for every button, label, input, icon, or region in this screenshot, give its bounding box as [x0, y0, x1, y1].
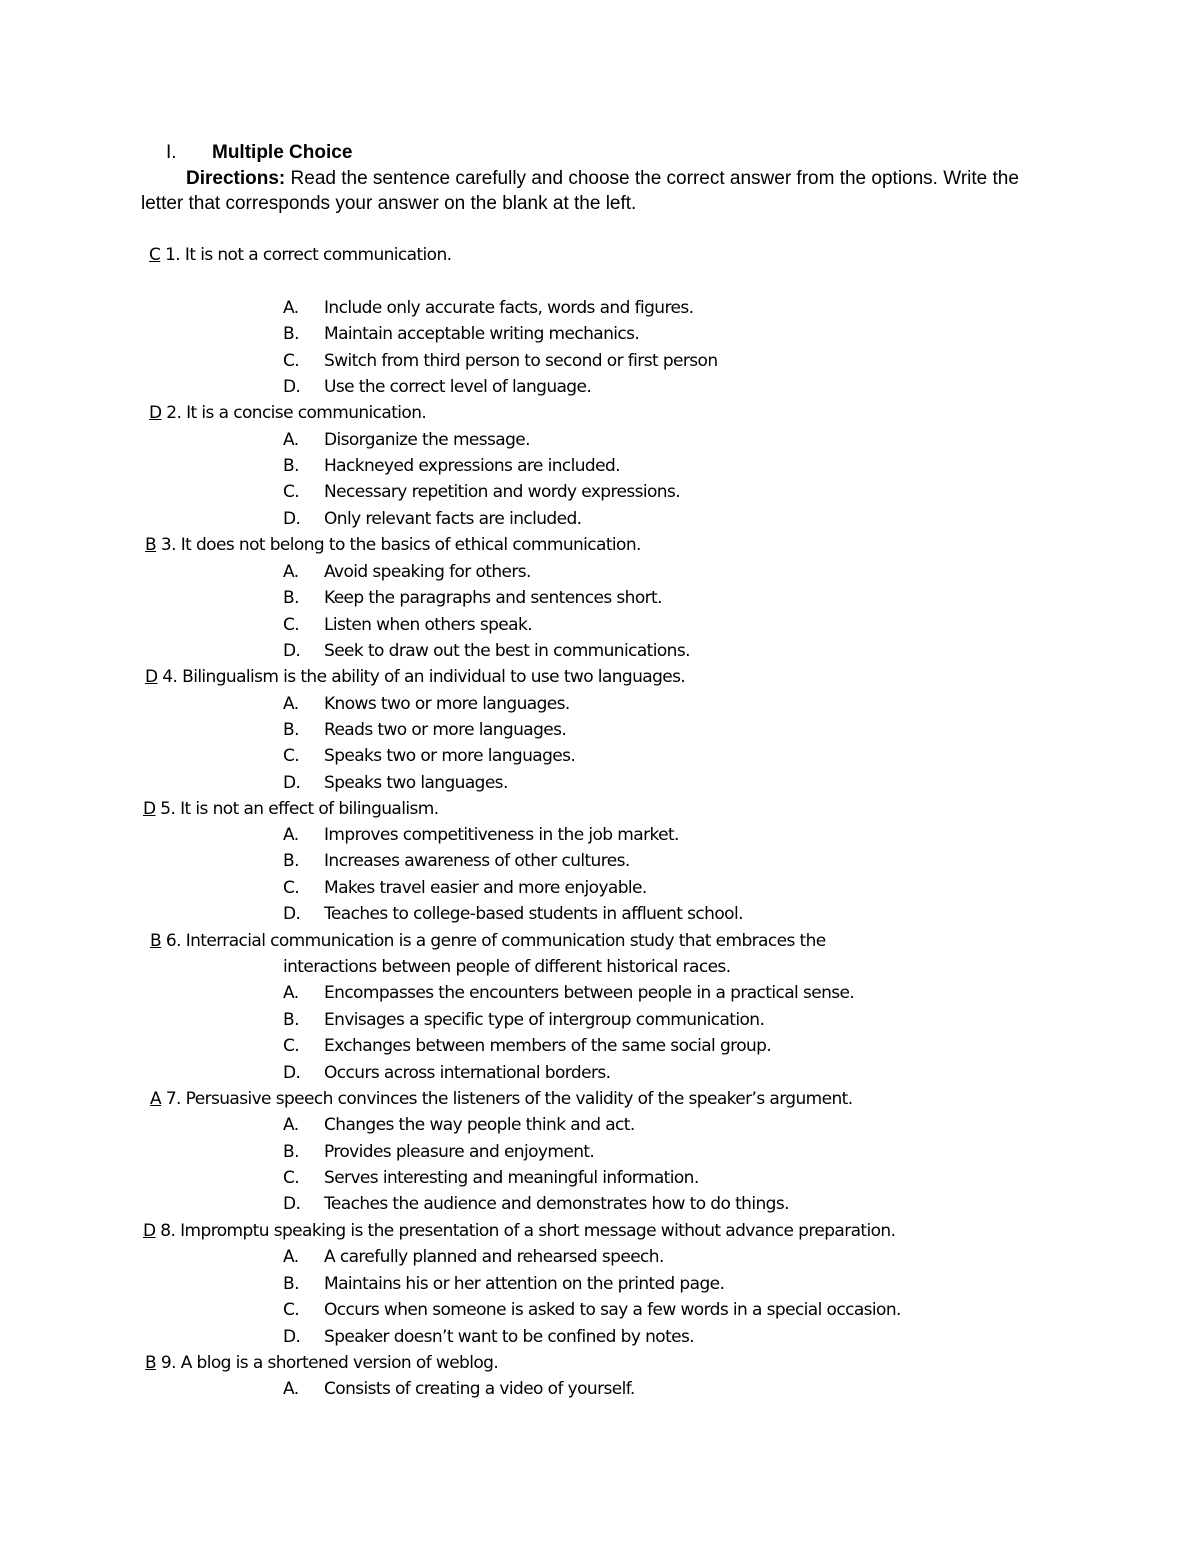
directions-label: Directions:: [186, 168, 286, 189]
answer-option: [283, 1194, 789, 1214]
option-text: Seek to draw out the best in communications.: [324, 641, 690, 661]
question-text: 3. It does not belong to the basics of ethical communication.: [156, 535, 641, 555]
option-text: Necessary repetition and wordy expressions.: [324, 482, 681, 502]
option-letter: D.: [283, 904, 301, 924]
question-text: 9. A blog is a shortened version of weblog.: [156, 1353, 499, 1373]
option-letter: A.: [283, 983, 299, 1003]
question-stem: [143, 1221, 895, 1241]
option-letter: C.: [283, 351, 300, 371]
option-text: Speaks two or more languages.: [324, 746, 576, 766]
option-text: Hackneyed expressions are included.: [324, 456, 620, 476]
question-stem: [149, 245, 451, 265]
question-stem: [149, 403, 426, 423]
answer-blank: D: [143, 799, 156, 819]
answer-blank: D: [145, 667, 158, 687]
option-letter: A.: [283, 562, 299, 582]
answer-option: [283, 1115, 635, 1135]
answer-option: [283, 773, 508, 793]
option-text: Only relevant facts are included.: [324, 509, 582, 529]
option-text: Consists of creating a video of yourself.: [324, 1379, 635, 1399]
answer-option: [283, 1274, 724, 1294]
question-stem: [150, 1089, 853, 1109]
question-text: 8. Impromptu speaking is the presentation of a short message without advance preparation.: [155, 1221, 896, 1241]
option-letter: B.: [283, 1274, 299, 1294]
option-text: Teaches to college-based students in affluent school.: [324, 904, 743, 924]
question-text: 1. It is not a correct communication.: [160, 245, 452, 265]
answer-option: [283, 641, 690, 661]
option-text: Exchanges between members of the same social group.: [324, 1036, 772, 1056]
option-letter: A.: [283, 430, 299, 450]
option-text: Occurs across international borders.: [324, 1063, 611, 1083]
option-letter: B.: [283, 588, 299, 608]
answer-option: [283, 1142, 594, 1162]
option-text: Encompasses the encounters between people in a practical sense.: [324, 983, 855, 1003]
question-stem: [145, 667, 685, 687]
question-stem: [150, 931, 826, 951]
answer-option: [283, 430, 530, 450]
option-text: A carefully planned and rehearsed speech.: [324, 1247, 664, 1267]
answer-blank: B: [145, 1353, 157, 1373]
answer-option: [283, 377, 591, 397]
answer-blank: A: [150, 1089, 162, 1109]
answer-option: [283, 878, 647, 898]
option-text: Switch from third person to second or first person: [324, 351, 718, 371]
answer-blank: C: [149, 245, 161, 265]
option-letter: D.: [283, 377, 301, 397]
answer-option: [283, 298, 693, 318]
answer-option: [283, 324, 639, 344]
option-text: Knows two or more languages.: [324, 694, 570, 714]
option-text: Keep the paragraphs and sentences short.: [324, 588, 662, 608]
question-text: 5. It is not an effect of bilingualism.: [155, 799, 439, 819]
option-text: Use the correct level of language.: [324, 377, 592, 397]
option-letter: C.: [283, 878, 300, 898]
answer-option: [283, 694, 570, 714]
option-letter: C.: [283, 1300, 300, 1320]
question-text: 7. Persuasive speech convinces the listeners of the validity of the speaker’s argument.: [161, 1089, 853, 1109]
question-stem: [145, 1353, 498, 1373]
directions-text: Read the sentence carefully and choose the correct answer from the options. Write the letter that corresponds your answer on the blank at the left.: [141, 168, 1019, 214]
answer-option: [283, 351, 718, 371]
option-letter: B.: [283, 1142, 299, 1162]
option-letter: D.: [283, 1063, 301, 1083]
answer-option: [283, 588, 662, 608]
option-letter: B.: [283, 851, 299, 871]
option-letter: B.: [283, 456, 299, 476]
option-text: Disorganize the message.: [324, 430, 530, 450]
option-letter: A.: [283, 1247, 299, 1267]
answer-option: [283, 1379, 635, 1399]
option-text: Avoid speaking for others.: [324, 562, 531, 582]
option-text: Makes travel easier and more enjoyable.: [324, 878, 647, 898]
option-text: Speaks two languages.: [324, 773, 508, 793]
answer-option: [283, 562, 531, 582]
question-text: 6. Interracial communication is a genre of communication study that embraces the: [161, 931, 826, 951]
option-letter: C.: [283, 1036, 300, 1056]
option-text: Reads two or more languages.: [324, 720, 567, 740]
answer-option: [283, 482, 680, 502]
option-text: Provides pleasure and enjoyment.: [324, 1142, 595, 1162]
option-text: Changes the way people think and act.: [324, 1115, 635, 1135]
answer-option: [283, 1247, 664, 1267]
answer-option: [283, 746, 575, 766]
directions-paragraph: [141, 167, 1061, 216]
answer-option: [283, 1327, 694, 1347]
section-number: I.: [166, 142, 177, 163]
answer-blank: B: [145, 535, 157, 555]
option-text: Increases awareness of other cultures.: [324, 851, 630, 871]
answer-option: [283, 1300, 901, 1320]
option-letter: C.: [283, 1168, 300, 1188]
option-letter: B.: [283, 720, 299, 740]
answer-option: [283, 509, 581, 529]
question-text-continuation: interactions between people of different historical races.: [283, 957, 731, 977]
answer-option: [283, 1010, 764, 1030]
option-letter: D.: [283, 1194, 301, 1214]
option-text: Maintain acceptable writing mechanics.: [324, 324, 640, 344]
option-text: Listen when others speak.: [324, 615, 532, 635]
answer-option: [283, 615, 532, 635]
option-text: Envisages a specific type of intergroup communication.: [324, 1010, 765, 1030]
option-letter: D.: [283, 1327, 301, 1347]
question-text: 4. Bilingualism is the ability of an individual to use two languages.: [157, 667, 686, 687]
answer-blank: B: [150, 931, 162, 951]
option-text: Occurs when someone is asked to say a few words in a special occasion.: [324, 1300, 901, 1320]
option-letter: A.: [283, 825, 299, 845]
option-letter: C.: [283, 482, 300, 502]
option-letter: D.: [283, 509, 301, 529]
option-letter: C.: [283, 615, 300, 635]
option-letter: C.: [283, 746, 300, 766]
option-letter: A.: [283, 298, 299, 318]
option-text: Improves competitiveness in the job market.: [324, 825, 679, 845]
section-title: Multiple Choice: [212, 142, 353, 163]
section-heading: [166, 142, 352, 164]
option-text: Maintains his or her attention on the printed page.: [324, 1274, 725, 1294]
answer-option: [283, 1036, 771, 1056]
answer-option: [283, 904, 743, 924]
option-text: Teaches the audience and demonstrates how to do things.: [324, 1194, 789, 1214]
option-letter: D.: [283, 641, 301, 661]
option-text: Speaker doesn’t want to be confined by notes.: [324, 1327, 695, 1347]
answer-option: [283, 1063, 610, 1083]
answer-option: [283, 456, 620, 476]
answer-option: [283, 851, 630, 871]
option-letter: A.: [283, 1115, 299, 1135]
option-letter: B.: [283, 1010, 299, 1030]
answer-option: [283, 1168, 699, 1188]
answer-option: [283, 983, 854, 1003]
option-letter: B.: [283, 324, 299, 344]
question-text: 2. It is a concise communication.: [161, 403, 427, 423]
answer-blank: D: [143, 1221, 156, 1241]
option-text: Serves interesting and meaningful information.: [324, 1168, 699, 1188]
option-text: Include only accurate facts, words and figures.: [324, 298, 694, 318]
answer-option: [283, 720, 566, 740]
option-letter: D.: [283, 773, 301, 793]
option-letter: A.: [283, 1379, 299, 1399]
question-stem: [145, 535, 641, 555]
question-stem: [143, 799, 439, 819]
option-letter: A.: [283, 694, 299, 714]
answer-option: [283, 825, 679, 845]
answer-blank: D: [149, 403, 162, 423]
